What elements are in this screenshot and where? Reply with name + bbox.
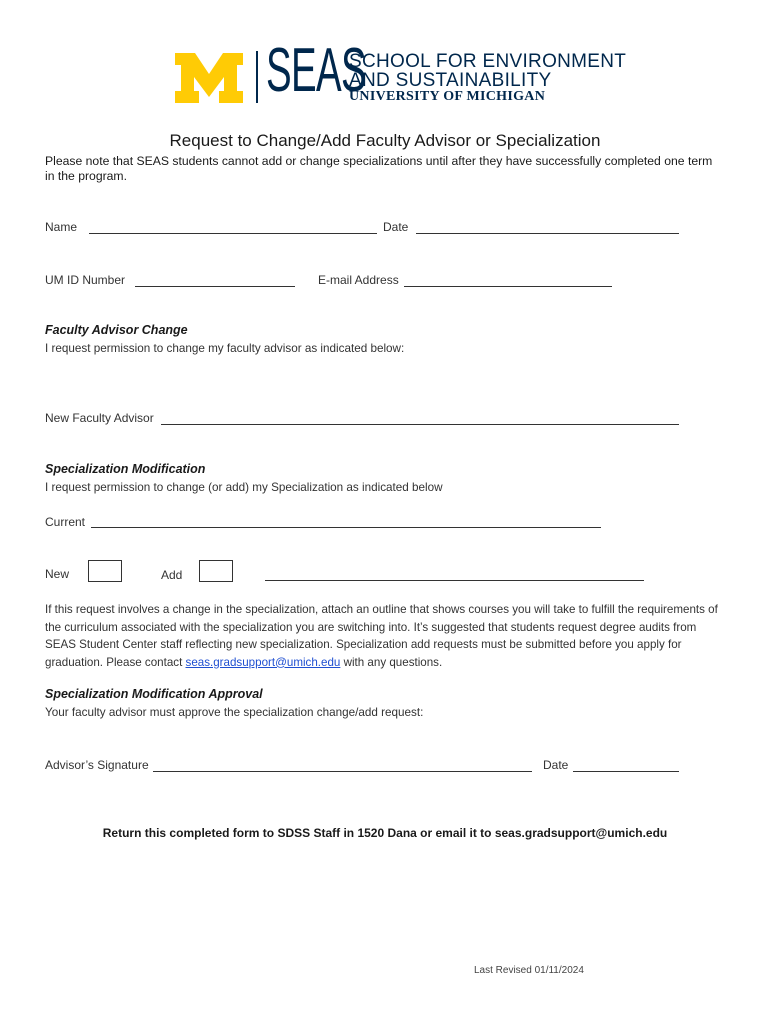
logo-divider (256, 51, 258, 103)
add-label: Add (161, 568, 183, 582)
email-label: E-mail Address (318, 273, 399, 287)
new-advisor-label: New Faculty Advisor (45, 411, 154, 425)
new-label: New (45, 567, 70, 581)
logo-line-1: SCHOOL FOR ENVIRONMENT (349, 51, 627, 72)
logo-line-3: UNIVERSITY OF MICHIGAN (349, 89, 546, 104)
new-advisor-field[interactable] (161, 424, 679, 425)
instructions-text-end: with any questions. (340, 655, 443, 669)
email-field[interactable] (404, 286, 612, 287)
approval-date-label: Date (543, 758, 569, 772)
faculty-text: I request permission to change my faculty advisor as indicated below: (45, 342, 405, 355)
logo-seas-wordmark: SEAS (266, 36, 367, 105)
specialization-name-field[interactable] (265, 580, 644, 581)
current-label: Current (45, 515, 86, 529)
instructions-text: If this request involves a change in the specialization, attach an outline that shows courses you will take to fulfill the requirements of the curriculum associated with the specialization you are switching into. It’s suggested that students request degree audits from SEAS Student Center staff reflecting new specialization. Specialization add requests must be submitted before you apply for graduation. Please contact (45, 603, 718, 669)
return-instructions: Return this completed form to SDSS Staff in 1520 Dana or email it to seas.gradsupport@umich.edu (102, 826, 668, 840)
date-field[interactable] (416, 233, 679, 234)
name-label: Name (45, 220, 78, 234)
approval-date-field[interactable] (573, 771, 679, 772)
approval-heading: Specialization Modification Approval (45, 687, 263, 701)
new-checkbox[interactable] (88, 560, 122, 582)
specialization-instructions (45, 601, 730, 671)
signature-field[interactable] (153, 771, 532, 772)
current-field[interactable] (91, 527, 601, 528)
specialization-heading: Specialization Modification (45, 462, 206, 476)
specialization-text: I request permission to change (or add) my Specialization as indicated below (45, 481, 443, 494)
faculty-heading: Faculty Advisor Change (45, 323, 188, 337)
page-title: Request to Change/Add Faculty Advisor or Specialization (169, 131, 601, 150)
signature-label: Advisor’s Signature (45, 758, 149, 772)
eligibility-note: Please note that SEAS students cannot add or change specializations until after they have successfully completed one term in the program. (45, 154, 713, 183)
gradsupport-email-link[interactable]: seas.gradsupport@umich.edu (185, 655, 341, 669)
umid-field[interactable] (135, 286, 295, 287)
last-revised: Last Revised 01/11/2024 (474, 965, 584, 976)
logo-line-2: AND SUSTAINABILITY (349, 70, 552, 91)
add-checkbox[interactable] (199, 560, 233, 582)
name-field[interactable] (89, 233, 377, 234)
block-m-logo (175, 53, 243, 103)
umid-label: UM ID Number (45, 273, 126, 287)
date-label: Date (383, 220, 409, 234)
approval-text: Your faculty advisor must approve the specialization change/add request: (45, 706, 424, 719)
